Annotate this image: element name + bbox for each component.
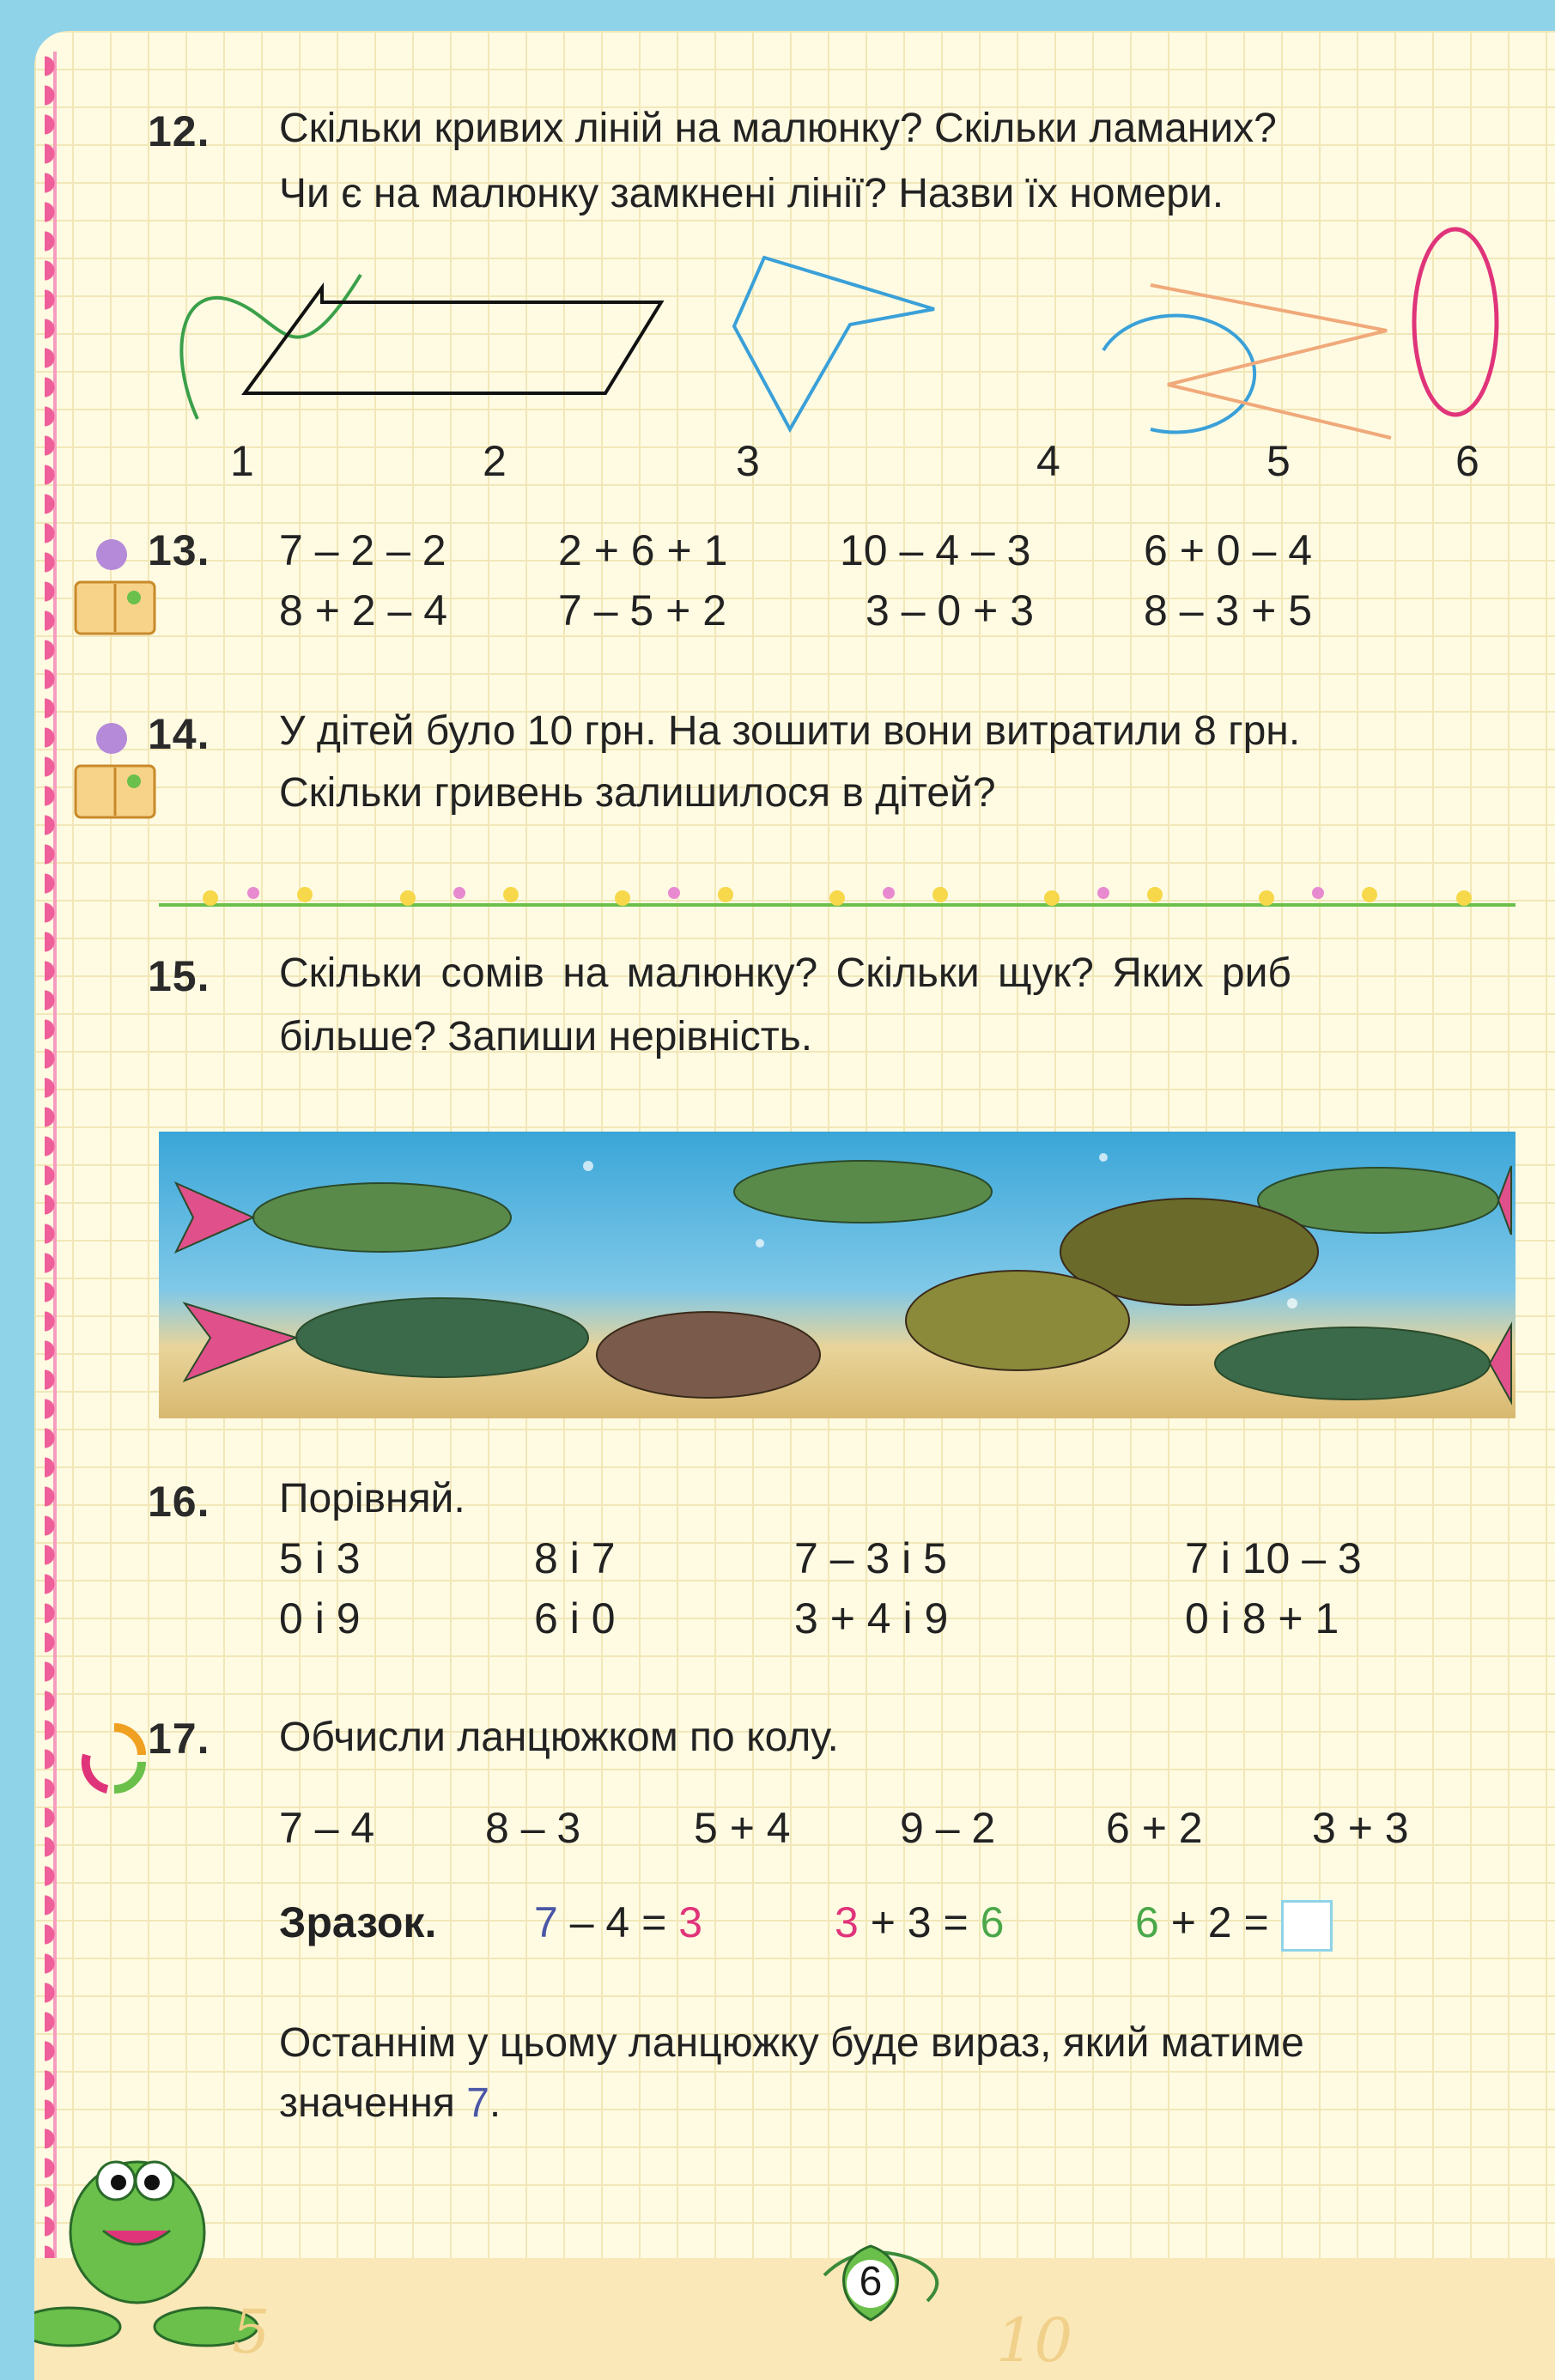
flower-divider (159, 867, 1516, 919)
expr-16-r2-c2: 6 і 0 (534, 1594, 616, 1642)
task-15-line2: більше? Запиши нерівність. (279, 1014, 813, 1059)
task-12-line1: Скільки кривих ліній на малюнку? Скільки ламаних? (279, 106, 1277, 151)
figure-label-6: 6 (1455, 437, 1479, 485)
sample-2-operand: 3 (835, 1898, 859, 1946)
expr-16-r2-c3: 3 + 4 і 9 (794, 1594, 949, 1642)
footer-deco-digit: 5 (232, 2297, 270, 2367)
task-14-line2: Скільки гривень залишилося в дітей? (279, 770, 996, 816)
ellipse-6 (1414, 229, 1497, 415)
broken-line-5 (1151, 285, 1391, 438)
expr-13-r1-c2: 2 + 6 + 1 (558, 526, 728, 574)
sample-1-result: 3 (678, 1898, 703, 1946)
expr-13-r1-c3: 10 – 4 – 3 (840, 526, 1031, 574)
last-line2-text: значення (279, 2080, 467, 2126)
sample-1-op: – 4 = (557, 1898, 679, 1946)
task-12-line2: Чи є на малюнку замкнені лінії? Назви їх номери. (279, 171, 1224, 216)
expr-17-1: 7 – 4 (279, 1804, 375, 1852)
expr-13-r1-c4: 6 + 0 – 4 (1144, 526, 1312, 574)
expr-13-r2-c3: 3 – 0 + 3 (866, 586, 1034, 634)
sample-2-op: + 3 = (858, 1898, 981, 1946)
task-13-number: 13. (148, 526, 210, 574)
task-14-line1: У дітей було 10 грн. На зошити вони витратили 8 грн. (279, 708, 1301, 754)
task-17-last-line1: Останнім у цьому ланцюжку буде вираз, який матиме (279, 2020, 1304, 2066)
task-17-title: Обчисли ланцюжком по колу. (279, 1715, 839, 1760)
parallelogram-2 (245, 288, 661, 393)
task-16-title: Порівняй. (279, 1476, 465, 1521)
expr-16-r2-c4: 0 і 8 + 1 (1185, 1594, 1339, 1642)
answer-box[interactable] (1281, 1900, 1333, 1952)
expr-16-r1-c3: 7 – 3 і 5 (794, 1534, 947, 1582)
expr-16-r1-c1: 5 і 3 (279, 1534, 361, 1582)
figure-label-5: 5 (1266, 437, 1291, 485)
expr-17-2: 8 – 3 (485, 1804, 581, 1852)
last-line2-value: 7 (466, 2080, 489, 2126)
task-17-number: 17. (148, 1715, 210, 1763)
sample-1-operand: 7 (534, 1898, 558, 1946)
task-14-number: 14. (148, 710, 210, 758)
page-top-border (0, 0, 1555, 31)
last-line2-period: . (489, 2080, 501, 2126)
figure-label-4: 4 (1036, 437, 1060, 485)
scalloped-border (45, 52, 67, 2284)
sample-expr-2 (835, 1897, 1004, 1947)
footer-deco-digit: 10 (996, 2305, 1073, 2376)
figure-label-2: 2 (483, 437, 507, 485)
sample-label: Зразок. (279, 1898, 437, 1946)
expr-17-6: 3 + 3 (1312, 1804, 1409, 1852)
expr-16-r1-c4: 7 і 10 – 3 (1185, 1534, 1362, 1582)
task-15-number: 15. (148, 952, 210, 1000)
curve-line-1 (181, 275, 361, 419)
circle-arrows-icon (76, 1717, 153, 1812)
page-number: 6 (859, 2259, 883, 2304)
sample-3-operand: 6 (1135, 1898, 1159, 1946)
expr-13-r1-c1: 7 – 2 – 2 (279, 526, 446, 574)
expr-13-r2-c1: 8 + 2 – 4 (279, 586, 447, 634)
closed-broken-line-3 (734, 258, 934, 429)
expr-17-3: 5 + 4 (694, 1804, 791, 1852)
footer-decoration (34, 2129, 1555, 2380)
arc-line-4 (1103, 316, 1254, 433)
sample-3-op: + 2 = (1158, 1898, 1281, 1946)
expr-16-r2-c1: 0 і 9 (279, 1594, 361, 1642)
expr-13-r2-c4: 8 – 3 + 5 (1144, 586, 1312, 634)
expr-17-5: 6 + 2 (1106, 1804, 1203, 1852)
sample-expr-1 (534, 1897, 702, 1947)
task-17-last-line2 (279, 2074, 501, 2133)
sample-expr-3 (1135, 1897, 1333, 1952)
lines-figure (163, 223, 1520, 446)
figure-label-1: 1 (230, 437, 254, 485)
sample-2-result: 6 (980, 1898, 1005, 1946)
fish-illustration (159, 1132, 1516, 1418)
task-16-number: 16. (148, 1478, 210, 1526)
task-15-line1: Скільки сомів на малюнку? Скільки щук? Яких риб (279, 950, 1291, 996)
expr-16-r1-c2: 8 і 7 (534, 1534, 616, 1582)
expr-13-r2-c2: 7 – 5 + 2 (558, 586, 726, 634)
expr-17-4: 9 – 2 (900, 1804, 996, 1852)
task-12-number: 12. (148, 107, 210, 155)
figure-label-3: 3 (736, 437, 760, 485)
